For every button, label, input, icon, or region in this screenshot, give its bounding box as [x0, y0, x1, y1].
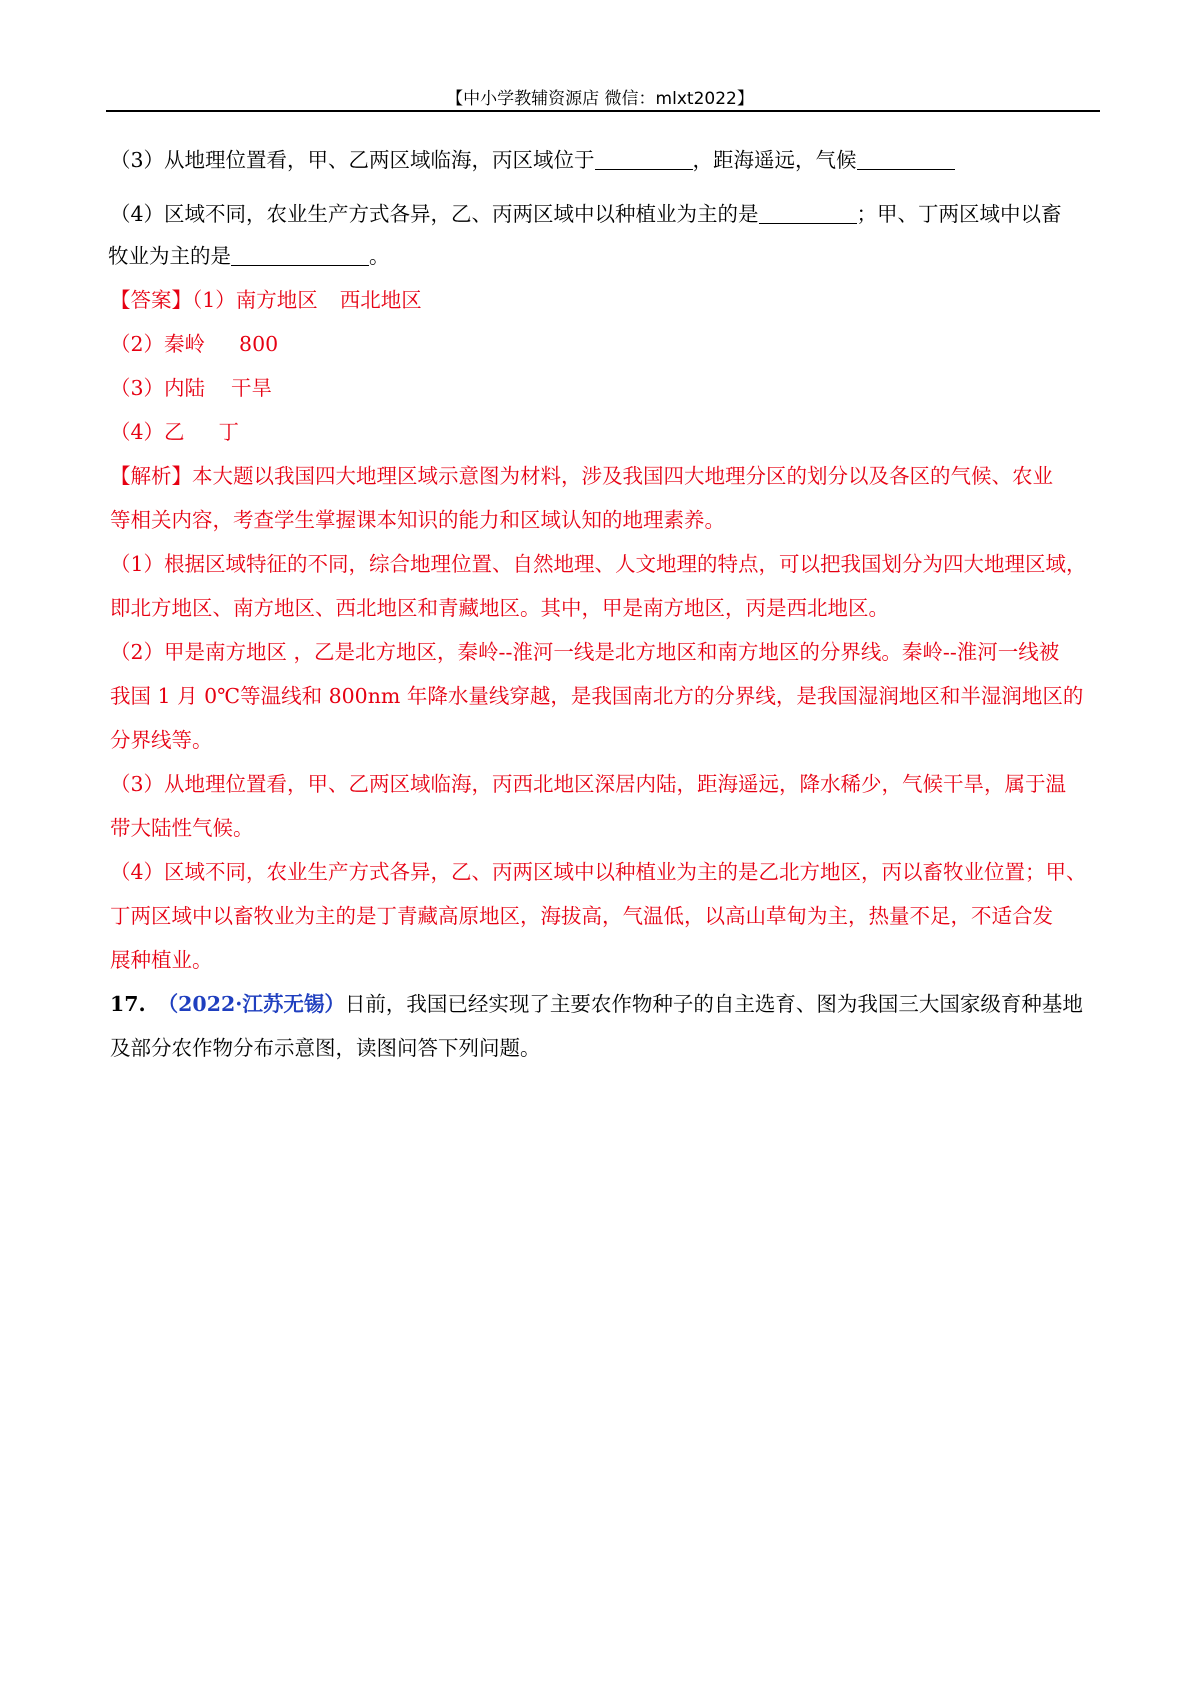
answer-number: （1）: [192, 288, 236, 312]
answer-line-4: [110, 418, 239, 446]
question-17-line-2: 及部分农作物分布示意图，读图问答下列问题。: [110, 1036, 541, 1060]
question-4-text-b: ；甲、丁两区域中以畜: [856, 202, 1062, 226]
analysis-line: 丁两区域中以畜牧业为主的是丁青藏高原地区，海拔高，气温低，以高山草甸为主，热量不足，不适合发: [110, 904, 1053, 928]
answer-number: （4）: [110, 420, 165, 444]
analysis-line: 等相关内容，考查学生掌握课本知识的能力和区域认知的地理素养。: [110, 508, 725, 532]
analysis-line: 即北方地区、南方地区、西北地区和青藏地区。其中，甲是南方地区，丙是西北地区。: [110, 596, 889, 620]
answer-number: （2）: [110, 332, 165, 356]
analysis-line: （1）根据区域特征的不同，综合地理位置、自然地理、人文地理的特点，可以把我国划分为四大地理区域，: [110, 552, 1087, 576]
question-number: 17.: [110, 992, 146, 1016]
answer-line-2: [110, 330, 278, 358]
analysis-line: 展种植业。: [110, 948, 213, 972]
answer-line-1: [110, 286, 422, 314]
answer-value: 秦岭: [164, 332, 206, 356]
answer-blank: [759, 203, 857, 224]
analysis-line: 带大陆性气候。: [110, 816, 254, 840]
analysis-line: [110, 462, 1053, 490]
question-4-text-a: （4）区域不同，农业生产方式各异，乙、丙两区域中以种植业为主的是: [110, 202, 759, 226]
question-17-line-1: [110, 990, 1083, 1018]
answer-value: 乙: [164, 420, 185, 444]
question-3-text-a: （3）从地理位置看，甲、乙两区域临海，丙区域位于: [110, 148, 595, 172]
analysis-label: 【解析】: [110, 464, 192, 488]
answer-value: 干旱: [231, 376, 273, 400]
answer-blank: [231, 245, 369, 266]
answer-value: 800: [239, 332, 279, 356]
answer-number: （3）: [110, 376, 165, 400]
analysis-line: （4）区域不同，农业生产方式各异，乙、丙两区域中以种植业为主的是乙北方地区，丙以畜牧业位置；甲、: [110, 860, 1087, 884]
analysis-line: （3）从地理位置看，甲、乙两区域临海，丙西北地区深居内陆，距海遥远，降水稀少，气候干旱，属于温: [110, 772, 1067, 796]
header-rule: [106, 110, 1100, 112]
answer-value: 内陆: [164, 376, 206, 400]
question-17-text: 日前，我国已经实现了主要农作物种子的自主选育、图为我国三大国家级育种基地: [344, 992, 1083, 1016]
analysis-line: （2）甲是南方地区 ，乙是北方地区，秦岭--淮河一线是北方地区和南方地区的分界线。秦岭--淮河一线被: [110, 640, 1060, 664]
answer-blank: [857, 149, 955, 170]
page-header: 【中小学教辅资源店 微信：mlxt2022】: [446, 89, 754, 109]
question-3-text-b: ，距海遥远，气候: [692, 148, 857, 172]
analysis-line: 分界线等。: [110, 728, 213, 752]
question-source: （2022·江苏无锡）: [157, 992, 345, 1016]
question-4-line-1: [110, 200, 1062, 228]
answer-value: 西北地区: [339, 288, 422, 312]
answer-line-3: [110, 374, 272, 402]
analysis-text: 本大题以我国四大地理区域示意图为材料，涉及我国四大地理分区的划分以及各区的气候、农业: [192, 464, 1053, 488]
question-4-text-c: 牧业为主的是: [108, 244, 231, 268]
analysis-line: 我国 1 月 0℃等温线和 800nm 年降水量线穿越，是我国南北方的分界线，是我国湿润地区和半湿润地区的: [110, 684, 1084, 708]
question-4-line-2: [108, 242, 390, 270]
answer-value: 丁: [218, 420, 240, 444]
answer-label: 【答案】: [110, 288, 192, 312]
question-3: [110, 146, 955, 174]
answer-blank: [595, 149, 693, 170]
question-4-text-d: 。: [369, 244, 390, 268]
answer-value: 南方地区: [235, 288, 318, 312]
